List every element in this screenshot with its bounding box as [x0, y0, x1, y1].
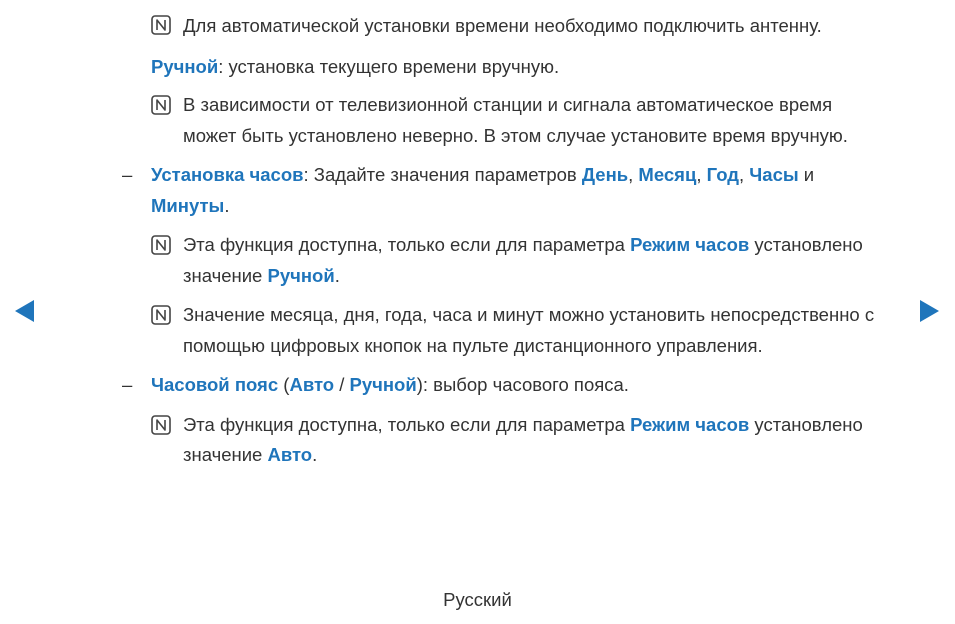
note-text: установлено	[749, 234, 863, 255]
note-clock-set-availability-line1	[183, 229, 863, 260]
clock-set-desc: : Задайте значения параметров	[303, 164, 582, 185]
slash: /	[334, 374, 350, 395]
auto-term: Авто	[289, 374, 335, 395]
clock-set-line2	[151, 190, 229, 221]
month-term: Месяц	[638, 164, 697, 185]
manual-term: Ручной	[151, 56, 219, 77]
note-auto-antenna: Для автоматической установки времени необходимо подключить антенну.	[183, 15, 822, 36]
manual-term: Ручной	[349, 374, 417, 395]
manual-mode-line	[151, 51, 559, 82]
footer-language: Русский	[443, 589, 512, 610]
day-term: День	[581, 164, 629, 185]
timezone-term: Часовой пояс	[151, 374, 279, 395]
period: .	[224, 195, 230, 216]
note-icon	[151, 305, 171, 325]
note-icon	[151, 235, 171, 255]
note-icon	[151, 415, 171, 435]
separator: ,	[696, 164, 707, 185]
note-text: значение	[183, 444, 268, 465]
note-auto-inaccurate-line1: В зависимости от телевизионной станции и сигнала автоматическое время	[183, 94, 833, 115]
hours-term: Часы	[749, 164, 799, 185]
note-remote-line2: помощью цифровых кнопок на пульте дистанционного управления.	[183, 335, 763, 356]
clock-mode-term: Режим часов	[630, 414, 750, 435]
note-timezone-availability-line1	[183, 409, 863, 440]
manual-term: Ручной	[267, 265, 335, 286]
auto-term: Авто	[267, 444, 313, 465]
separator: ,	[739, 164, 750, 185]
list-dash: –	[122, 164, 133, 185]
prev-page-arrow-icon[interactable]	[15, 300, 34, 322]
note-text: значение	[183, 265, 268, 286]
clock-set-term: Установка часов	[151, 164, 304, 185]
conjunction: и	[798, 164, 815, 185]
clock-set-line1	[151, 159, 814, 190]
note-icon	[151, 95, 171, 115]
note-icon	[151, 15, 171, 35]
minutes-term: Минуты	[151, 195, 225, 216]
note-remote-line1: Значение месяца, дня, года, часа и минут можно установить непосредственно с	[183, 304, 875, 325]
note-text: Эта функция доступна, только если для параметра	[183, 414, 631, 435]
period: .	[312, 444, 318, 465]
next-page-arrow-icon[interactable]	[920, 300, 939, 322]
period: .	[334, 265, 340, 286]
clock-mode-term: Режим часов	[630, 234, 750, 255]
year-term: Год	[706, 164, 739, 185]
note-timezone-availability-line2	[183, 439, 317, 470]
note-text: Эта функция доступна, только если для параметра	[183, 234, 631, 255]
timezone-desc: ): выбор часового пояса.	[416, 374, 629, 395]
note-auto-inaccurate-line2: может быть установлено неверно. В этом случае установите время вручную.	[183, 125, 848, 146]
note-clock-set-availability-line2	[183, 260, 340, 291]
timezone-line	[151, 369, 629, 400]
manual-desc: : установка текущего времени вручную.	[218, 56, 560, 77]
note-text: установлено	[749, 414, 863, 435]
paren-open: (	[278, 374, 290, 395]
list-dash: –	[122, 374, 133, 395]
separator: ,	[628, 164, 639, 185]
